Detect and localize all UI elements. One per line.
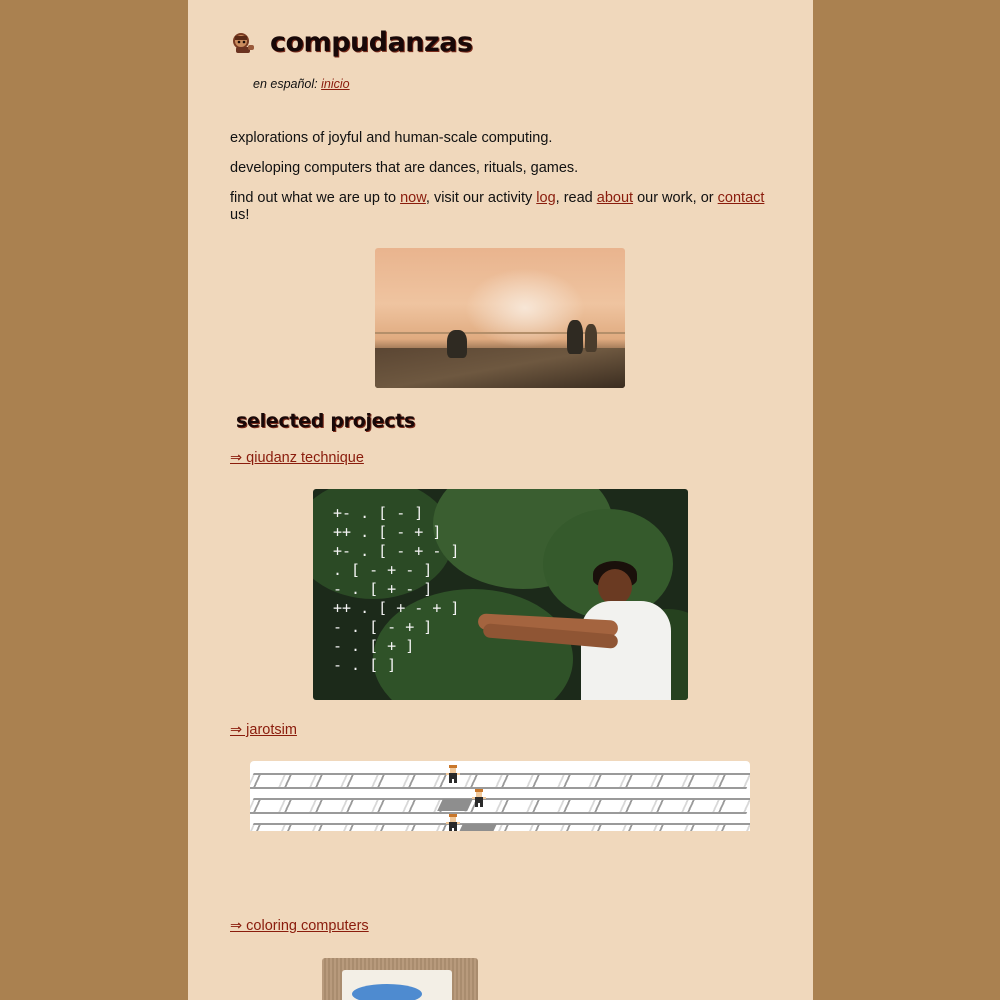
- intro-line-2: developing computers that are dances, rituals, games.: [230, 160, 579, 176]
- highlight-cell: [437, 799, 473, 811]
- dancer-figure: [585, 324, 597, 352]
- intro-line-3: [230, 190, 775, 224]
- selected-projects-heading: selected projects: [236, 410, 416, 432]
- log-link[interactable]: log: [536, 190, 556, 206]
- floor: [375, 348, 625, 388]
- intro-text-fragment: our work, or: [633, 190, 718, 206]
- coloring-computers-link[interactable]: ⇒ coloring computers: [230, 918, 369, 934]
- highlight-cell: [457, 824, 497, 831]
- compudanzas-logo-icon[interactable]: [230, 30, 256, 56]
- track-lane: [250, 823, 750, 831]
- person-body: [581, 601, 671, 700]
- dancer-sprite-icon: [446, 814, 460, 831]
- intro-text-fragment: , read: [555, 190, 597, 206]
- dancer-sprite-icon: [472, 789, 486, 807]
- dancer-sprite-icon: [446, 765, 460, 783]
- book-cover-art: [352, 984, 422, 1000]
- intro-text-fragment: us!: [230, 207, 250, 223]
- jarotsim-link[interactable]: ⇒ jarotsim: [230, 722, 297, 738]
- now-link[interactable]: now: [400, 190, 426, 206]
- intro-text-fragment: , visit our activity: [425, 190, 537, 206]
- dancer-figure: [447, 330, 467, 358]
- language-prefix: en español:: [253, 77, 322, 91]
- spanish-home-link[interactable]: inicio: [321, 77, 350, 91]
- track-lane: [250, 773, 750, 789]
- contact-link[interactable]: contact: [717, 190, 765, 206]
- site-title[interactable]: compudanzas: [270, 27, 473, 58]
- person-head: [598, 569, 632, 605]
- language-switch: [253, 77, 350, 91]
- intro-text: [230, 130, 775, 237]
- jarotsim-animation: [250, 761, 750, 831]
- technique-code-overlay: +- . [ - ] ++ . [ - + ] +- . [ - + - ] . [ - + - ] - . [ + - ] ++ . [ + - + ] - . [ - + ] - . [ + ] - . [ ]: [333, 504, 460, 674]
- site-header: [230, 26, 473, 60]
- qiudanz-technique-link[interactable]: ⇒ qiudanz technique: [230, 450, 364, 466]
- intro-line-1: explorations of joyful and human-scale computing.: [230, 130, 553, 146]
- page-column: [188, 0, 813, 1000]
- dancers-photo: [375, 248, 625, 388]
- qiudanz-technique-photo: [313, 489, 688, 700]
- coloring-computers-photo: [322, 958, 478, 1000]
- dancer-figure: [567, 320, 583, 354]
- track-lane: [250, 798, 750, 814]
- about-link[interactable]: about: [596, 190, 634, 206]
- intro-text-fragment: find out what we are up to: [230, 190, 401, 206]
